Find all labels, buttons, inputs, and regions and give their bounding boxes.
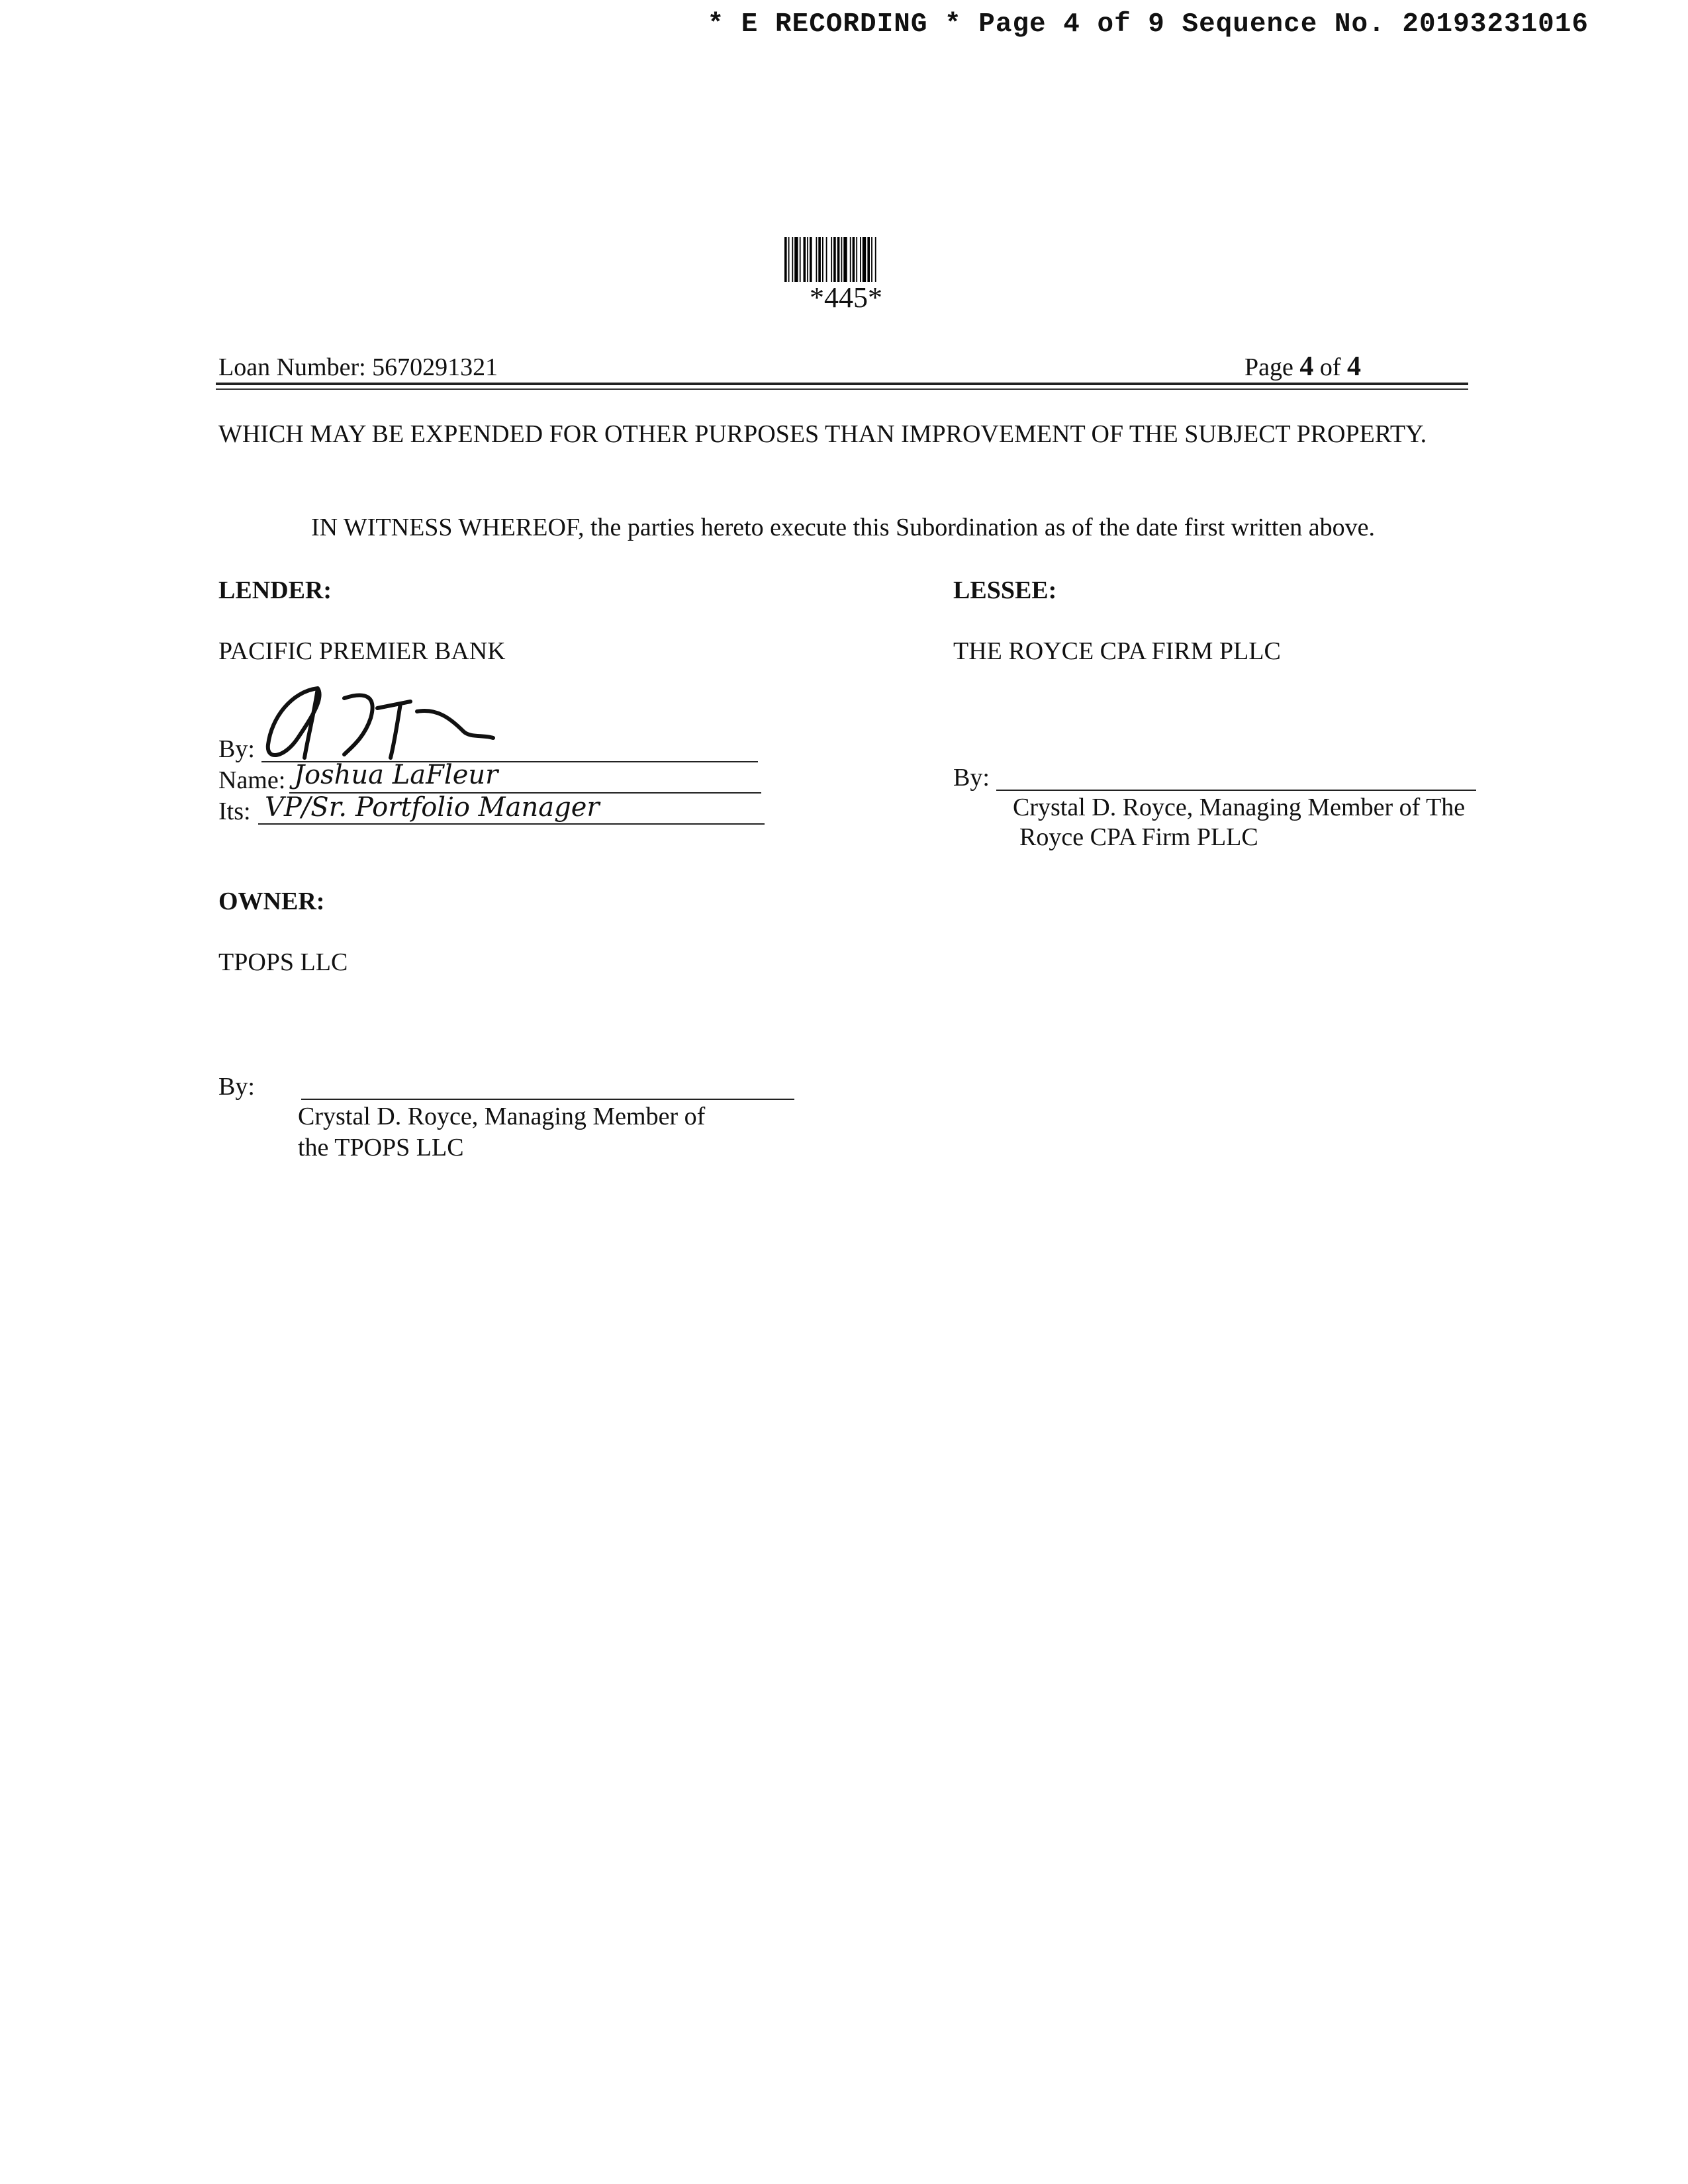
barcode-bar [833, 237, 836, 282]
lessee-heading: LESSEE: [953, 576, 1057, 604]
body-paragraph: WHICH MAY BE EXPENDED FOR OTHER PURPOSES THAN IMPROVEMENT OF THE SUBJECT PROPERTY. [218, 420, 1427, 448]
barcode-number: *445* [810, 281, 882, 314]
header-rule-thin [216, 388, 1468, 390]
lessee-signer-line1: Crystal D. Royce, Managing Member of The [1013, 794, 1466, 821]
page-current: 4 [1299, 351, 1314, 382]
loan-number-value: 5670291321 [372, 353, 498, 381]
page-of: of [1319, 353, 1341, 381]
barcode-bar [826, 237, 827, 282]
barcode-bar [831, 237, 832, 282]
barcode-bar [788, 237, 790, 282]
barcode-bar [860, 237, 861, 282]
barcode-bar [816, 237, 818, 282]
lessee-signer-line2: Royce CPA Firm PLLC [1019, 823, 1258, 851]
barcode-bar [807, 237, 808, 282]
lender-heading: LENDER: [218, 576, 332, 604]
lessee-signature-line [996, 790, 1476, 791]
page-word: Page [1244, 353, 1293, 381]
barcode-image [784, 237, 908, 282]
lender-name: PACIFIC PREMIER BANK [218, 637, 506, 665]
owner-heading: OWNER: [218, 887, 325, 915]
lender-by-label: By: [218, 735, 255, 763]
barcode-bar [867, 237, 870, 282]
recording-header: * E RECORDING * Page 4 of 9 Sequence No. 20193231016 [707, 9, 1589, 40]
barcode-bar [875, 237, 876, 282]
barcode-bar [800, 237, 801, 282]
barcode-bar [850, 237, 851, 282]
barcode-bar [841, 237, 843, 282]
owner-signer-line2: the TPOPS LLC [298, 1134, 464, 1161]
witness-clause: IN WITNESS WHEREOF, the parties hereto execute this Subordination as of the date first written above. [311, 514, 1376, 541]
barcode-bar [837, 237, 840, 282]
owner-name: TPOPS LLC [218, 948, 348, 976]
owner-signer-line1: Crystal D. Royce, Managing Member of [298, 1103, 706, 1130]
header-rule-thick [216, 383, 1468, 385]
barcode-bar [856, 237, 857, 282]
barcode-bar [784, 237, 787, 282]
barcode-bar [853, 237, 855, 282]
page-indicator [1244, 351, 1361, 383]
page-total: 4 [1347, 351, 1362, 382]
lessee-by-label: By: [953, 764, 990, 792]
barcode-bar [863, 237, 866, 282]
lender-its-label: Its: [218, 797, 251, 825]
barcode-bar [871, 237, 872, 282]
lender-signed-title: VP/Sr. Portfolio Manager [265, 792, 600, 823]
lessee-name: THE ROYCE CPA FIRM PLLC [953, 637, 1281, 665]
barcode-bar [843, 237, 847, 282]
barcode-bar [804, 237, 806, 282]
barcode-bar [822, 237, 823, 282]
lender-its-line [258, 823, 765, 825]
loan-number-label: Loan Number: [218, 353, 366, 381]
lender-signed-name: Joshua LaFleur [294, 760, 498, 790]
barcode-bar [792, 237, 793, 282]
owner-by-label: By: [218, 1073, 255, 1101]
owner-signature-line [301, 1099, 794, 1100]
barcode-bar [818, 237, 821, 282]
barcode-bar [794, 237, 798, 282]
loan-number-line [218, 353, 498, 382]
barcode-bar [810, 237, 812, 282]
lender-name-label: Name: [218, 766, 286, 794]
lender-handwritten-signature [245, 672, 563, 771]
